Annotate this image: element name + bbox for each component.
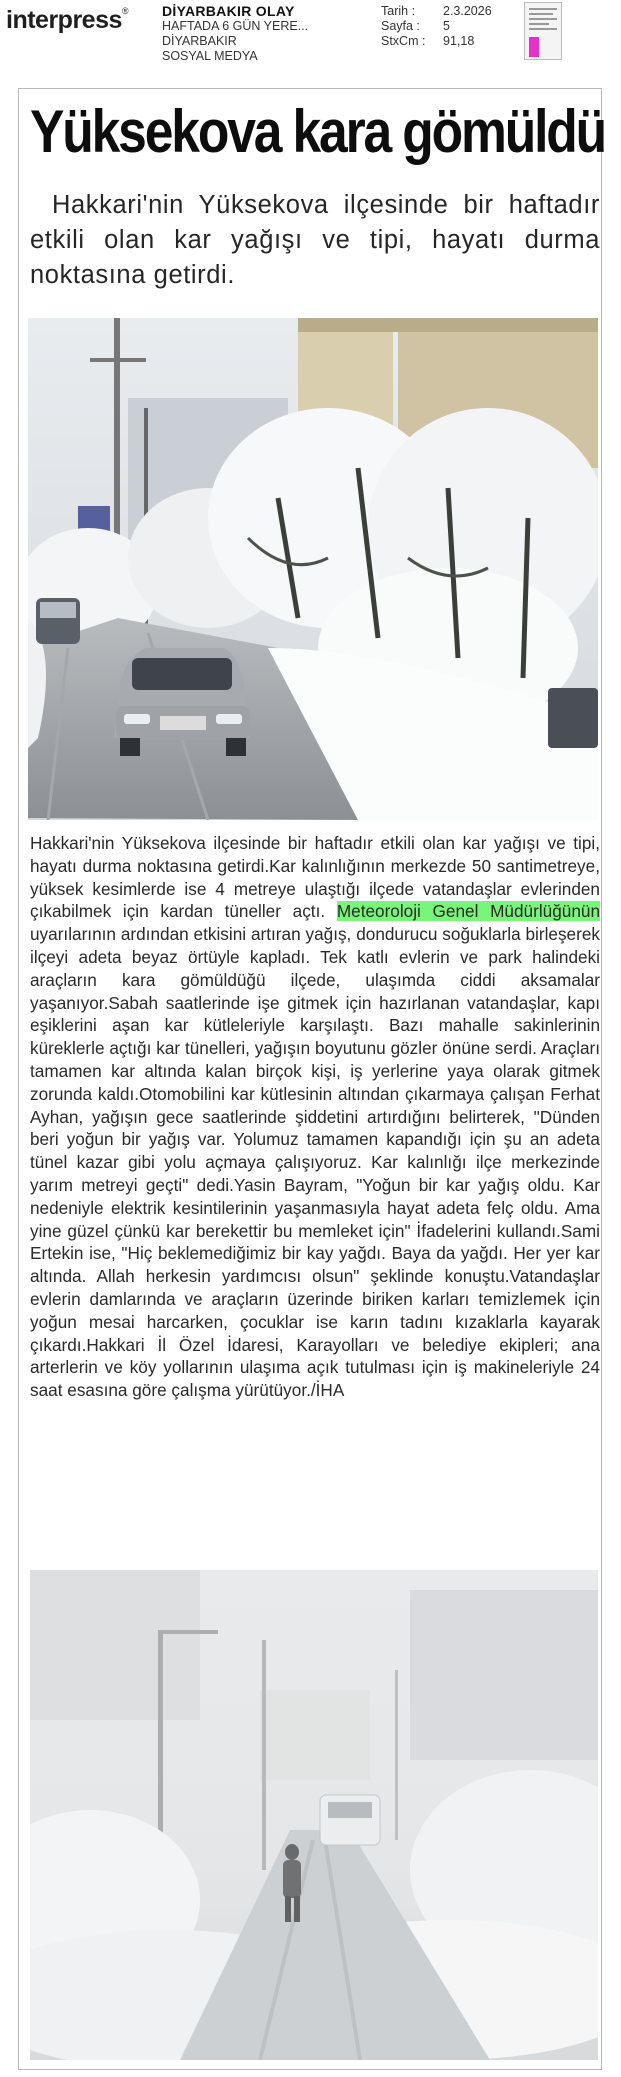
publication-frequency: HAFTADA 6 GÜN YERE... (162, 19, 309, 33)
publication-category: SOSYAL MEDYA (162, 49, 258, 63)
article-body (30, 832, 600, 1402)
publication-name: DİYARBAKIR OLAY (162, 3, 295, 19)
clipping-meta (381, 4, 492, 49)
highlighted-keyword: Meteoroloji Genel Müdürlüğünün (336, 901, 600, 922)
logo-mark: ® (121, 6, 129, 16)
meta-page: Sayfa : 5 (381, 19, 450, 33)
logo-text: interpress (6, 6, 122, 34)
thumbnail-marker (529, 37, 539, 57)
publication-city: DİYARBAKIR (162, 34, 237, 48)
blizzard-road-photo (30, 1570, 598, 2060)
clipping-header (0, 0, 621, 72)
snow-street-photo (28, 318, 598, 820)
article-spot: Hakkari'nin Yüksekova ilçesinde bir haftadır etkili olan kar yağışı ve tipi, hayatı durma noktasına getirdi. (30, 191, 600, 289)
article-headline: Yüksekova kara gömüldü (30, 98, 606, 165)
page-thumbnail (524, 2, 562, 60)
publication-info (162, 4, 308, 64)
interpress-logo (6, 6, 128, 35)
meta-stxcm: StxCm : 91,18 (381, 34, 475, 48)
body-text-part1: Hakkari'nin Yüksekova ilçesinde bir haftadır etkili olan kar yağışı ve tipi, hayatı durma noktasına getirdi.Kar kalınlığının merkezde 50 santimetreye, yüksek kesimlerde ise 4 metreye ulaştığı ilçede vatandaşlar evlerinden çıkabilmek için kardan tüneller açtı. (30, 833, 600, 922)
meta-date: Tarih : 2.3.2026 (381, 4, 492, 18)
body-text-part2: uyarılarının ardından etkisini artıran yağış, dondurucu soğuklarla birleşerek ilçeyi adeta beyaz örtüyle kapladı. Tek katlı evlerin ve park halindeki araçların kara gömüldüğü ilçede, ulaşımda ciddi aksamalar yaşanıyor.Sabah saatlerinde işe gitmek için hazırlanan vatandaşlar, kapı eşiklerini aşan kar kütleleriyle karşılaştı. Bazı mahalle sakinlerinin küreklerle açtığı kar tünelleri, yağışın boyutunu gözler önüne serdi. Araçları tamamen kar altında kalan birçok kişi, iş yerlerine yaya olarak gitmek zorunda kaldı.Otomobilini kar kütlesinin altından çıkarmaya çalışan Ferhat Ayhan, yağışın gece saatlerinde şiddetini artırdığını belirterek, "Dünden beri yoğun bir yağış var. Yolumuz tamamen kapandığı için şu an adeta tünel kazar gibi yolu açmaya çalışıyoruz. Kar kalınlığı ilçe merkezinde yarım metreyi geçti" dedi.Yasin Bayram, "Yoğun bir kar yağış oldu. Kar nedeniyle elektrik kesintilerinin yaşanmasıyla hayat adeta felç oldu. Ama yine güzel çünkü kar berekettir bu memleket için" İfadelerini kullandı.Sami Ertekin ise, "Hiç beklemediğimiz bir kay yağdı. Baya da yağdı. Her yer kar altında. Allah herkesin yardımcısı olsun" şeklinde konuştu.Vatandaşlar evlerin damlarında ve araçların üzerinde biriken karları temizlemek için yoğun mesai harcarken, çocuklar ise karın tadını kızaklarla kayarak çıkardı.Hakkari İl Özel İdaresi, Karayolları ve belediye ekipleri; ana arterlerin ve köy yollarının ulaşıma açık tutulması için iş makineleriyle 24 saat esasına göre çalışma yürütüyor./İHA (30, 924, 600, 1401)
